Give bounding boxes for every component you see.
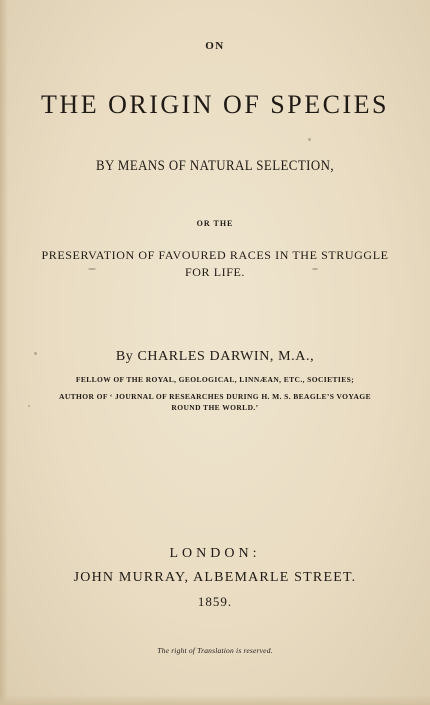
paper-speck [28,405,30,407]
paper-speck [34,352,37,355]
publication-city: LONDON: [169,546,261,561]
alternate-title-line-1: PRESERVATION OF FAVOURED RACES IN THE STRUGGLE [41,248,389,262]
author-credentials-line-2: AUTHOR OF ‘ JOURNAL OF RESEARCHES DURING H. M. S. BEAGLE’S VOYAGE [59,392,371,401]
paper-speck [312,268,318,270]
author-credentials-line-1: FELLOW OF THE ROYAL, GEOLOGICAL, LINNÆAN, ETC., SOCIETIES; [75,375,355,384]
or-the-connector: OR THE [196,219,234,228]
publication-year: 1859. [197,594,233,609]
author-name: By CHARLES DARWIN, M.A., [115,349,315,364]
translation-rights-notice: The right of Translation is reserved. [157,646,273,655]
paper-speck [88,268,96,270]
alternate-title-line-2: FOR LIFE. [184,265,246,279]
publisher-name: JOHN MURRAY, ALBEMARLE STREET. [73,570,357,585]
book-title: THE ORIGIN OF SPECIES [41,90,389,119]
paper-speck [308,138,311,141]
on-heading: ON [205,40,225,52]
book-subtitle: BY MEANS OF NATURAL SELECTION, [95,158,335,174]
author-credentials-line-3: ROUND THE WORLD.’ [171,403,259,412]
